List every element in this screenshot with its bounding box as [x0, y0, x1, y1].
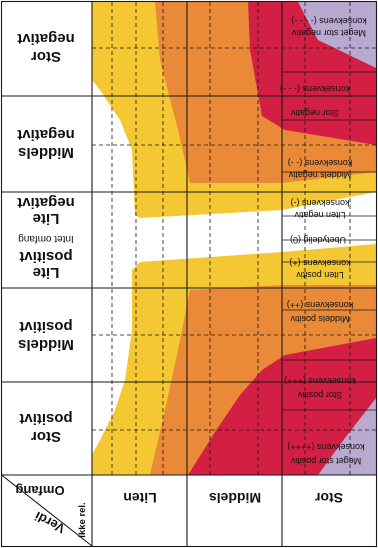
- row-labels: [17, 30, 75, 445]
- row-label-line2: positivt: [19, 410, 73, 427]
- consequence-line1: Liten negativ: [294, 210, 346, 220]
- header-omfang: Omfang: [15, 483, 65, 498]
- consequence-line1: Meget stor negativ: [291, 28, 367, 38]
- consequence-line1: Ubetydelig (0): [289, 235, 347, 245]
- row-label-line1: Lite: [32, 264, 60, 281]
- row-label-line2: negativt: [17, 30, 75, 47]
- row-label-line2: positivt: [19, 318, 73, 335]
- consequence-line1: Liten positiv: [296, 270, 344, 280]
- header-cell: [15, 483, 88, 538]
- row-label-line1: Stor: [31, 428, 61, 445]
- consequence-line2: konsekvens (-): [290, 198, 350, 208]
- column-label: Middels: [208, 490, 262, 506]
- column-label: Liten: [123, 490, 157, 506]
- consequence-line2: konsekvens (+): [289, 258, 351, 268]
- consequence-line2: konsekvens (++): [286, 300, 354, 310]
- consequence-line2: konsekvens (- - -): [279, 84, 351, 94]
- row-label-line1: Lite: [32, 210, 60, 227]
- consequence-line1: Middels positiv: [290, 314, 350, 324]
- consequence-line2: konsekvens (++++): [287, 442, 365, 452]
- consequence-line1: Meget stor positiv: [290, 456, 362, 466]
- row-label-line1: Stor: [31, 48, 61, 65]
- consequence-line2: konsekvens (- -): [287, 158, 353, 168]
- consequence-line1: Stor positiv: [297, 390, 343, 400]
- consequence-line2: konsekvens (- - - -): [291, 16, 367, 26]
- column-label: Stor: [315, 490, 343, 506]
- row-label-line2: negativt: [17, 126, 75, 143]
- header-ikke-relevant: Ikke rel.: [77, 502, 88, 538]
- consequence-line2: konsekvens (+++): [284, 376, 356, 386]
- row-label-line1: Intet omfang: [18, 233, 74, 244]
- header-verdi: Verdi: [32, 508, 68, 537]
- consequence-line1: Middels negativ: [288, 170, 352, 180]
- column-labels: [123, 490, 343, 506]
- row-label-line2: positivt: [19, 248, 73, 265]
- row-label-line2: negativt: [17, 194, 75, 211]
- row-label-line1: Middels: [18, 144, 74, 161]
- consequence-line1: Stor negativ: [290, 108, 340, 118]
- row-label-line1: Middels: [18, 336, 74, 353]
